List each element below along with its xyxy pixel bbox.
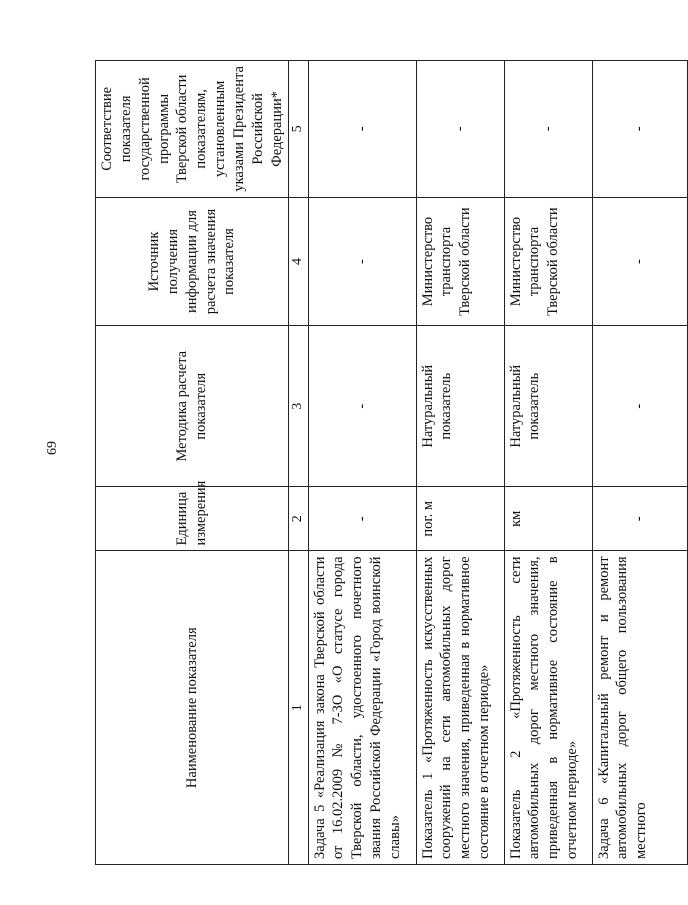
row-method: Натуральный показатель [416,326,504,487]
table-row [592,61,687,865]
row-compliance: - [504,61,592,198]
table-row [504,61,592,865]
rotated-table-container [95,60,650,865]
row-unit: км [504,487,592,551]
column-number: 3 [289,326,308,487]
header-name: Наименование показателя [96,551,289,865]
row-method: - [308,326,416,487]
column-number: 5 [289,61,308,198]
row-source: - [308,197,416,326]
column-number-row [289,61,308,865]
row-name: Задача 5 «Реализация закона Тверской области от 16.02.2009 № 7-ЗО «О статусе города Тверской области, удостоенного почетного звания Российской Федерации «Город воинской славы» [308,551,416,865]
table-header-row [96,61,289,865]
row-name: Показатель 2 «Протяженность сети автомобильных дорог местного значения, приведенная в нормативное состояние в отчетном периоде» [504,551,592,865]
table-row [308,61,416,865]
header-method: Методика расчета показателя [96,326,289,487]
row-method: - [592,326,687,487]
row-compliance: - [308,61,416,198]
header-unit: Единица измерения [96,487,289,551]
header-compliance: Соответствие показателя государственной программы Тверской области показателям, установленным указами Президента Российской Федерации* [96,61,289,198]
row-compliance: - [592,61,687,198]
page-number: 69 [45,441,60,455]
row-unit: пог. м [416,487,504,551]
row-method: Натуральный показатель [504,326,592,487]
row-unit: - [592,487,687,551]
column-number: 2 [289,487,308,551]
table-row [416,61,504,865]
row-compliance: - [416,61,504,198]
row-source: Министерство транспорта Тверской области [504,197,592,326]
header-source: Источник получения информации для расчета значения показателя [96,197,289,326]
row-source: - [592,197,687,326]
column-number: 1 [289,551,308,865]
row-source: Министерство транспорта Тверской области [416,197,504,326]
row-unit: - [308,487,416,551]
row-name: Показатель 1 «Протяженность искусственных сооружений на сети автомобильных дорог местного значения, приведенная в нормативное состояние в отчетном периоде» [416,551,504,865]
column-number: 4 [289,197,308,326]
indicators-table [95,60,688,865]
row-name: Задача 6 «Капитальный ремонт и ремонт автомобильных дорог общего пользования местного [592,551,687,865]
